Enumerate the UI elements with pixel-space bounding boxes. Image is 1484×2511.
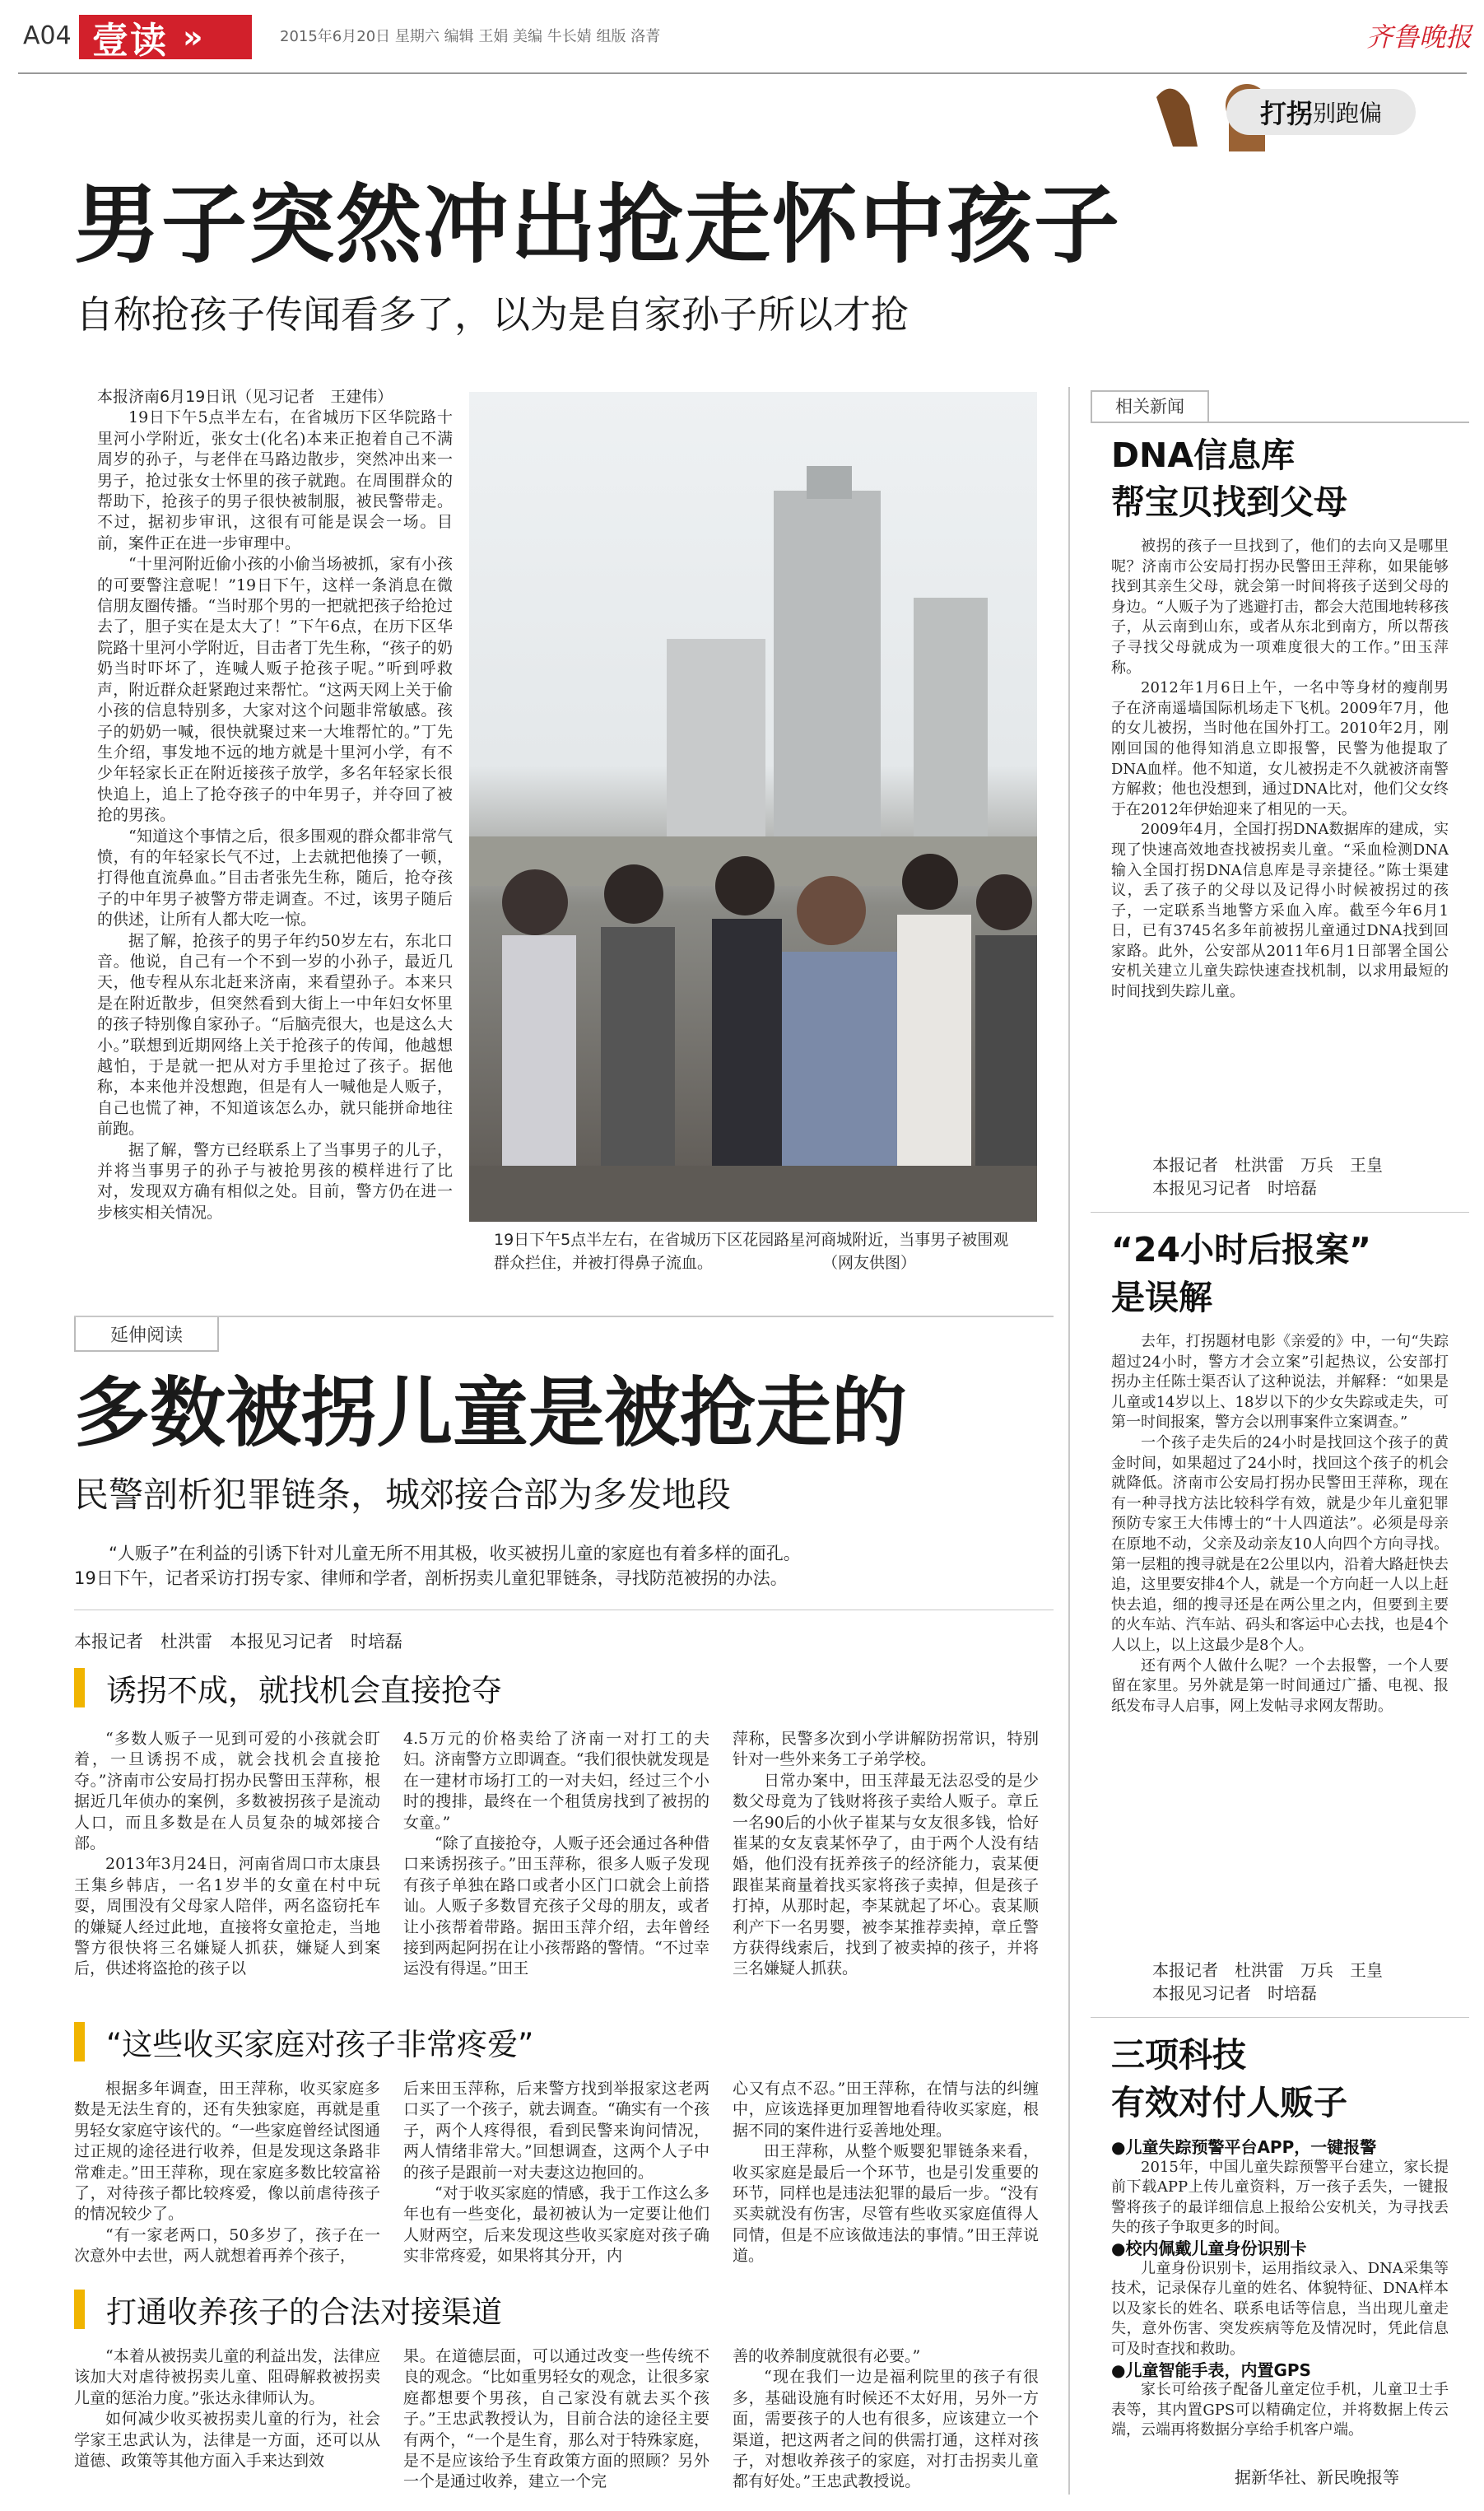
tech-item-title: ●校内佩戴儿童身份识别卡 xyxy=(1111,2238,1307,2258)
section-title: 打通收养孩子的合法对接渠道 xyxy=(106,2294,502,2330)
section-paragraph: 田王萍称，从整个贩婴犯罪链条来看，收买家庭是最后一个环节，也是引发重要的环节，同样也是违法犯罪的最后一步。“没有买卖就没有伤害，尽管有些收买家庭值得人同情，但是不应该做违法的事情。”田王萍说道。 xyxy=(733,2142,1039,2266)
feature-byline: 本报记者 杜洪雷 本报见习记者 时培磊 xyxy=(74,1632,402,1651)
feature-label: 延伸阅读 xyxy=(109,1325,183,1346)
feature-label-box xyxy=(74,1317,219,1352)
main-paragraph: “知道这个事情之后，很多围观的群众都非常气愤，有的年轻家长气不过，上去就把他揍了一顿，打得他直流鼻血。”目击者张先生称，随后，抢夺孩子的中年男子被警方带走调查。不过，该男子随后的供述，让所有人都大吃一惊。 xyxy=(97,827,453,929)
sidebar-story-1 xyxy=(1111,537,1449,1162)
section-title: 诱拐不成，就找机会直接抢夺 xyxy=(106,1673,502,1708)
news-photo xyxy=(469,392,1037,1222)
section-paragraph: 萍称，民警多次到小学讲解防拐常识，特别针对一些外来务工子弟学校。 xyxy=(733,1730,1039,1769)
story-divider xyxy=(74,1316,1054,1317)
section-2-col-3 xyxy=(733,2079,1039,2280)
section-2-col-2 xyxy=(403,2079,709,2280)
sidebar-paragraph: 被拐的孩子一旦找到了，他们的去向又是哪里呢？济南市公安局打拐办民警田王萍称，如果能够找到其亲生父母，就会第一时间将孩子送到父母的身边。“人贩子为了逃避打击，都会大范围地转移孩子，从云南到山东，或者从东北到南方，所以帮孩子寻找父母就成为一项难度很大的工作。”田玉萍称。 xyxy=(1111,538,1449,677)
section-1-col-1 xyxy=(74,1729,380,2005)
sidebar-story-2 xyxy=(1111,1332,1449,1954)
section-1-col-3 xyxy=(733,1729,1039,2005)
main-paragraph: “十里河附近偷小孩的小偷当场被抓，家有小孩的可要警注意呢！”19日下午，这样一条消息在微信朋友圈传播。“当时那个男的一把就把孩子给抢过去了，胆子实在是太大了！”下午6点，在历下区华院路十里河小学附近，目击者丁先生称，“孩子的奶奶当时吓坏了，连喊人贩子抢孩子呢。”听到呼救声，附近群众赶紧跑过来帮忙。“这两天网上关于偷小孩的信息特别多，大家对这个问题非常敏感。孩子的奶奶一喊，很快就聚过来一大堆帮忙的。”丁先生介绍，事发地不远的地方就是十里河小学，有不少年轻家长正在附近接孩子放学，多名年轻家长很快追上，追上了抢夺孩子的中年男子，并夺回了被抢的男孩。 xyxy=(97,555,453,825)
section-marker xyxy=(74,2290,85,2329)
section-3-col-1 xyxy=(74,2346,380,2499)
section-marker xyxy=(74,2022,85,2061)
column-divider xyxy=(1068,387,1070,2495)
section-marker xyxy=(74,1668,85,1707)
section-3-col-2 xyxy=(403,2346,709,2499)
feature-subhead: 民警剖析犯罪链条，城郊接合部为多发地段 xyxy=(74,1474,732,1515)
page-number: A04 xyxy=(23,21,72,50)
photo-scene xyxy=(469,392,1037,1222)
sidebar-story-3 xyxy=(1111,2137,1449,2458)
series-tag xyxy=(1123,72,1469,155)
sidebar-headline: 是误解 xyxy=(1111,1278,1212,1317)
section-header xyxy=(74,2021,533,2062)
section-paragraph: 心又有点不忍。”田王萍称，在情与法的纠缠中，应该选择更加理智地看待收买家庭，根据不同的案件进行妥善地处理。 xyxy=(733,2080,1039,2140)
sidebar-divider xyxy=(1091,2017,1469,2018)
section-2-col-1 xyxy=(74,2079,380,2280)
main-paragraph: 据了解，抢孩子的男子年约50岁左右，东北口音。他说，自己有一个不到一岁的小孙子，最近几天，他专程从东北赶来济南，来看望孙子。本来只是在附近散步，但突然看到大街上一中年妇女怀里的孩子特别像自家孙子。“后脑壳很大，也是这么大小。”联想到近期网络上关于抢孩子的传闻，他越想越怕，于是就一把从对方手里抢过了孩子。据他称，本来他并没想跑，但是有人一喊他是人贩子，自己也慌了神，不知道该怎么办，就只能拼命地往前跑。 xyxy=(97,931,453,1139)
sidebar-headline: DNA信息库 xyxy=(1111,436,1296,475)
section-paragraph: 后来田玉萍称，后来警方找到举报家这老两口买了一个孩子，就去调查。“确实有一个孩子，两个人疼得很，看到民警来询问情况，两人情绪非常大。”回想调查，这两个人子中的孩子是跟前一对夫妻这边抱回的。 xyxy=(403,2080,709,2182)
series-tag-label xyxy=(1226,89,1416,135)
paper-logo: 齐鲁晚报 xyxy=(1366,21,1472,53)
section-paragraph: 如何减少收买被拐卖儿童的行为，社会学家王忠武认为，法律是一方面，还可以从道德、政策等其他方面入手来达到效 xyxy=(74,2410,380,2471)
section-paragraph: “现在我们一边是福利院里的孩子有很多，基础设施有时候还不太好用，另外一方面，需要孩子的人也有很多，应该建立一个渠道，把这两者之间的供需打通，这样对孩子，对想收养孩子的家庭，对打击拐卖儿童都有好处。”王忠武教授说。 xyxy=(733,2368,1039,2491)
sidebar-paragraph: 去年，打拐题材电影《亲爱的》中，一句“失踪超过24小时，警方才会立案”引起热议，公安部打拐办主任陈士渠否认了这种说法，并解释：“如果是儿童或14岁以上、18岁以下的少女失踪或走失，可第一时间报案，警方会以刑事案件立案调查。” xyxy=(1111,1333,1449,1432)
sidebar-headline: 三项科技 xyxy=(1111,2035,1246,2075)
main-paragraph: 19日下午5点半左右，在省城历下区华院路十里河小学附近，张女士(化名)本来正抱着自己不满周岁的孙子，与老伴在马路边散步，突然冲出来一男子，抢过张女士怀里的孩子就跑。在周围群众的帮助下，抢孩子的男子很快被制服，被民警带走。不过，据初步审讯，这很有可能是误会一场。目前，案件正在进一步审理中。 xyxy=(97,408,453,552)
tech-item-title: ●儿童智能手表，内置GPS xyxy=(1111,2360,1311,2380)
masthead xyxy=(0,0,1484,74)
section-paragraph: “有一家老两口，50多岁了，孩子在一次意外中去世，两人就想着再养个孩子， xyxy=(74,2225,380,2266)
photo-caption: 19日下午5点半左右，在省城历下区花园路星河商城附近，当事男子被围观群众拦住，并被打得鼻子流血。 （网友供图） xyxy=(494,1231,1009,1272)
feature-lead-2: 19日下午，记者采访打拐专家、律师和学者，剖析拐卖儿童犯罪链条，寻找防范被拐的办法。 xyxy=(74,1568,788,1588)
tech-item-text: 家长可给孩子配备儿童定位手机，儿童卫士手表等，其内置GPS可以精确定位，并将数据上传云端，云端再将数据分享给手机客户端。 xyxy=(1111,2381,1449,2439)
section-paragraph: 日常办案中，田玉萍最无法忍受的是少数父母竟为了钱财将孩子卖给人贩子。章丘一名90后的小伙子崔某与女友很多钱，恰好崔某的女友袁某怀孕了，由于两个人没有结婚，他们没有抚养孩子的经济能力，袁某便跟崔某商量着找买家将孩子卖掉，但是孩子打掉，从那时起，李某就起了坏心。袁某顺利产下一名男婴，被李某推荐卖掉，章丘警方获得线索后，找到了被卖掉的孩子，并将三名嫌疑人抓获。 xyxy=(733,1771,1039,1978)
section-paragraph: 4.5万元的价格卖给了济南一对打工的夫妇。济南警方立即调查。“我们很快就发现是在一建材市场打工的一对夫妇，经过三个小时的搜排，最终在一个租赁房找到了被拐的女童。” xyxy=(403,1730,709,1832)
main-subhead: 自称抢孩子传闻看多了，以为是自家孙子所以才抢 xyxy=(76,292,909,337)
section-paragraph: “多数人贩子一见到可爱的小孩就会盯着，一旦诱拐不成，就会找机会直接抢夺。”济南市公安局打拐办民警田玉萍称，根据近几年侦办的案例，多数被拐孩子是流动人口，而且多数是在人员复杂的城郊接合部。 xyxy=(74,1730,380,1853)
sidebar-paragraph: 2012年1月6日上午，一名中等身材的瘦削男子在济南遥墙国际机场走下飞机。2009年7月，他的女儿被拐，当时他在国外打工。2010年2月，刚刚回国的他得知消息立即报警，民警为他提取了DNA血样。他不知道，女儿被拐走不久就被济南警方解救；他也没想到，通过DNA比对，他们父女终于在2012年伊始迎来了相见的一天。 xyxy=(1111,679,1449,818)
section-paragraph: 根据多年调查，田王萍称，收买家庭多数是无法生育的，还有失独家庭，再就是重男轻女家庭守该代的。“一些家庭曾经试图通过正规的途径进行收养，但是发现这条路非常难走。”田王萍称，现在家庭多数比较富裕了，对待孩子都比较疼爱，像以前虐待孩子的情况较少了。 xyxy=(74,2080,380,2224)
section-paragraph: “对于收买家庭的情感，我于工作这么多年也有一些变化，最初被认为一定要让他们人财两空，后来发现这些收买家庭对孩子确实非常疼爱，如果将其分开，内 xyxy=(403,2184,709,2266)
sidebar-label-box xyxy=(1091,387,1469,423)
sidebar-signature: 本报见习记者 时培磊 xyxy=(1152,1983,1317,2003)
column-name: 壹读 xyxy=(92,20,168,62)
main-story-column xyxy=(97,387,453,1288)
sidebar-label: 相关新闻 xyxy=(1091,390,1209,422)
section-paragraph: 善的收养制度就很有必要。” xyxy=(733,2347,921,2365)
section-paragraph: 2013年3月24日，河南省周口市太康县王集乡韩店，一名1岁半的女童在村中玩耍，周围没有父母家人陪伴，两名盗窃托车的嫌疑人经过此地，直接将女童抢走，当地警方很快将三名嫌疑人抓获，嫌疑人到案后，供述将盗抢的孩子以 xyxy=(74,1855,380,1978)
sidebar-paragraph: 一个孩子走失后的24小时是找回这个孩子的黄金时间，如果超过了24小时，找回这个孩子的机会就降低。济南市公安局打拐办民警田王萍称，现在有一种寻找方法比较科学有效，就是少年儿童犯罪预防专家王大伟博士的“十人四道法”。必须是母亲在原地不动，父亲及动亲友10人向四个方向寻找。第一层粗的搜寻就是在2公里以内，沿着大路赶快去追，这里要安排4个人，就是一个方向赶一人以上赶快去追，细的搜寻还是在两公里之内，但要到主要的火车站、汽车站、码头和客运中心去找，也是4个人以上，以上这最少是8个人。 xyxy=(1111,1433,1449,1654)
feature-headline: 多数被拐儿童是被抢走的 xyxy=(74,1369,908,1457)
series-tag-bold: 打拐 xyxy=(1259,98,1313,129)
section-header xyxy=(74,1667,502,1708)
main-byline: 本报济南6月19日讯（见习记者 王建伟） xyxy=(97,388,393,406)
double-chevron-icon: » xyxy=(183,19,203,55)
section-3-col-3 xyxy=(733,2346,1039,2499)
sidebar-divider xyxy=(1091,1212,1469,1213)
section-1-col-2 xyxy=(403,1729,709,2005)
sidebar-source: 据新华社、新民晚报等 xyxy=(1235,2467,1399,2487)
section-header xyxy=(74,2289,502,2330)
sidebar-headline: “24小时后报案” xyxy=(1111,1230,1371,1269)
section-paragraph: “本着从被拐卖儿童的利益出发，法律应该加大对虐待被拐卖儿童、阻碍解救被拐卖儿童的惩治力度。”张达永律师认为。 xyxy=(74,2347,380,2407)
sidebar-paragraph: 还有两个人做什么呢？一个去报警，一个人要留在家里。另外就是第一时间通过广播、电视、报纸发布寻人启事，网上发帖寻求网友帮助。 xyxy=(1111,1656,1449,1715)
main-headline: 男子突然冲出抢走怀中孩子 xyxy=(74,175,1122,275)
tech-item-text: 儿童身份识别卡，运用指纹录入、DNA采集等技术，记录保存儿童的姓名、体貌特征、DNA样本以及家长的姓名、联系电话等信息，当出现儿童走失，意外伤害、突发疾病等危及情况时，凭此信息可及时查找和救助。 xyxy=(1111,2259,1449,2358)
section-paragraph: 果。在道德层面，可以通过改变一些传统不良的观念。“比如重男轻女的观念，让很多家庭都想要个男孩，自己家没有就去买个孩子。”王忠武教授认为，目前合法的途径主要有两个，“一个是生育，那么对于特殊家庭，是不是应该给予生育政策方面的照顾？另外一个是通过收养，建立一个完 xyxy=(403,2347,709,2491)
section-title: “这些收买家庭对孩子非常疼爱” xyxy=(106,2027,534,2062)
date-line: 2015年6月20日 星期六 编辑 王娟 美编 牛长婧 组版 洛菁 xyxy=(280,28,661,45)
sidebar-signature: 本报见习记者 时培磊 xyxy=(1152,1178,1317,1198)
sidebar-paragraph: 2009年4月，全国打拐DNA数据库的建成，实现了快速高效地查找被拐卖儿童。“采血检测DNA输入全国打拐DNA信息库是寻亲捷径。”陈士渠建议，丢了孩子的父母以及记得小时候被拐过的孩子，一定联系当地警方采血入库。截至今年6月1日，已有3745名多年前被拐儿童通过DNA找到回家路。此外，公安部从2011年6月1日部署全国公安机关建立儿童失踪快速查找机制，以求用最短的时间找到失踪儿童。 xyxy=(1111,821,1449,1001)
column-name-badge xyxy=(79,15,252,62)
tech-item-title: ●儿童失踪预警平台APP，一键报警 xyxy=(1111,2137,1377,2157)
main-paragraph: 据了解，警方已经联系上了当事男子的儿子，并将当事男子的孙子与被抢男孩的模样进行了比对，发现双方确有相似之处。目前，警方仍在进一步核实相关情况。 xyxy=(97,1140,453,1222)
feature-lead xyxy=(74,1541,1037,1591)
sidebar-signature: 本报记者 杜洪雷 万兵 王皇 xyxy=(1152,1155,1383,1175)
sidebar-headline: 帮宝贝找到父母 xyxy=(1111,482,1347,522)
feature-lead-1: “人贩子”在利益的引诱下针对儿童无所不用其极，收买被拐儿童的家庭也有着多样的面孔。 xyxy=(109,1544,801,1563)
tech-item-text: 2015年，中国儿童失踪预警平台建立，家长提前下载APP上传儿童资料，万一孩子丢失，一键报警将孩子的最详细信息上报给公安机关，为寻找丢失的孩子争取更多的时间。 xyxy=(1111,2158,1449,2237)
series-tag-rest: 别跑偏 xyxy=(1313,100,1383,127)
sidebar-headline: 有效对付人贩子 xyxy=(1111,2083,1347,2122)
sidebar-signature: 本报记者 杜洪雷 万兵 王皇 xyxy=(1152,1960,1383,1980)
section-paragraph: “除了直接抢夺，人贩子还会通过各种借口来诱拐孩子。”田玉萍称，很多人贩子发现有孩子单独在路口或者小区门口就会上前搭讪。人贩子多数冒充孩子父母的朋友，或者让小孩帮着带路。据田玉萍介绍，去年曾经接到两起阿拐在让小孩帮路的警情。“不过幸运没有得逞。”田王 xyxy=(403,1834,709,1978)
